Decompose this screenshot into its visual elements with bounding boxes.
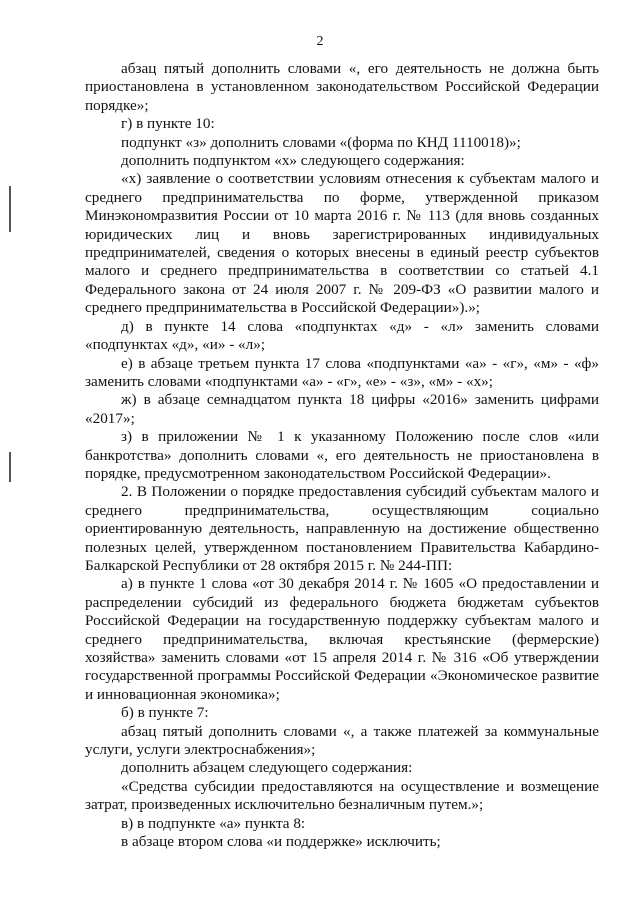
page-number: 2	[316, 34, 324, 49]
paragraph-zh: ж) в абзаце семнадцатом пункта 18 цифры «2016» заменить цифрами «2017»;	[85, 391, 599, 427]
paragraph-b-abzac-5: абзац пятый дополнить словами «, а также платежей за коммунальные услуги, услуги электроснабжения»;	[85, 722, 599, 759]
paragraph-x-statement: «х) заявление о соответствии условиям отнесения к субъектам малого и среднего предпринимательства по форме, утвержденной приказом Минэкономразвития России от 10 марта 2016 г. № 113 (для вновь созданных юридических лиц и вновь зарегистрированных индивидуальных предпринимателей, сведения о которых внесены в единый реестр субъектов малого и среднего предпринимательства в соответствии со статьей 4.1 Федерального закона от 24 июля 2007 г. № 209-ФЗ «О развитии малого и среднего предпринимательства в Российской Федерации»).»;	[85, 170, 599, 317]
document-body	[85, 60, 599, 851]
paragraph-add-abzac: дополнить абзацем следующего содержания:	[121, 759, 413, 777]
paragraph-abzac-2: в абзаце втором слова «и поддержке» исключить;	[121, 833, 441, 851]
paragraph-z: з) в приложении № 1 к указанному Положению после слов «или банкротства» дополнить словами «, его деятельность не приостановлена в порядке, предусмотренном законодательством Российской Федерации».	[85, 428, 599, 482]
paragraph-g: г) в пункте 10:	[121, 115, 215, 133]
paragraph-podpunkt-z: подпункт «з» дополнить словами «(форма по КНД 1110018)»;	[121, 133, 521, 151]
paragraph-subsidy-funds: «Средства субсидии предоставляются на осуществление и возмещение затрат, произведенных исключительно безналичным путем.»;	[85, 777, 599, 814]
paragraph-section-2: 2. В Положении о порядке предоставления субсидий субъектам малого и среднего предпринимательства, осуществляющим социально ориентированную деятельность, направленную на достижение общественно полезных целей, утвержденном постановлением Правительства Кабардино-Балкарской Республики от 28 октября 2015 г. № 244-ПП:	[85, 483, 599, 574]
scan-margin-mark	[9, 452, 11, 482]
paragraph-a: а) в пункте 1 слова «от 30 декабря 2014 г. № 1605 «О предоставлении и распределении субсидий из федерального бюджета бюджетам субъектов Российской Федерации на государственную поддержку субъектам малого и среднего предпринимательства, включая крестьянские (фермерские) хозяйства» заменить словами «от 15 апреля 2014 г. № 316 «Об утверждении государственной программы Российской Федерации «Экономическое развитие и инновационная экономика»;	[85, 575, 599, 703]
paragraph-v: в) в подпункте «а» пункта 8:	[121, 814, 306, 832]
paragraph-b: б) в пункте 7:	[121, 704, 209, 722]
paragraph-abzac-5: абзац пятый дополнить словами «, его деятельность не должна быть приостановлена в установленном законодательством Российской Федерации порядке»;	[85, 60, 599, 114]
paragraph-d: д) в пункте 14 слова «подпунктах «д» - «л» заменить словами «подпунктах «д», «и» - «л»;	[85, 317, 599, 354]
paragraph-e: е) в абзаце третьем пункта 17 слова «подпунктами «а» - «г», «м» - «ф» заменить словами «подпунктами «а» - «г», «е» - «з», «м» - «х»;	[85, 354, 599, 390]
paragraph-add-x: дополнить подпунктом «х» следующего содержания:	[121, 152, 465, 170]
scan-margin-mark	[9, 186, 11, 232]
